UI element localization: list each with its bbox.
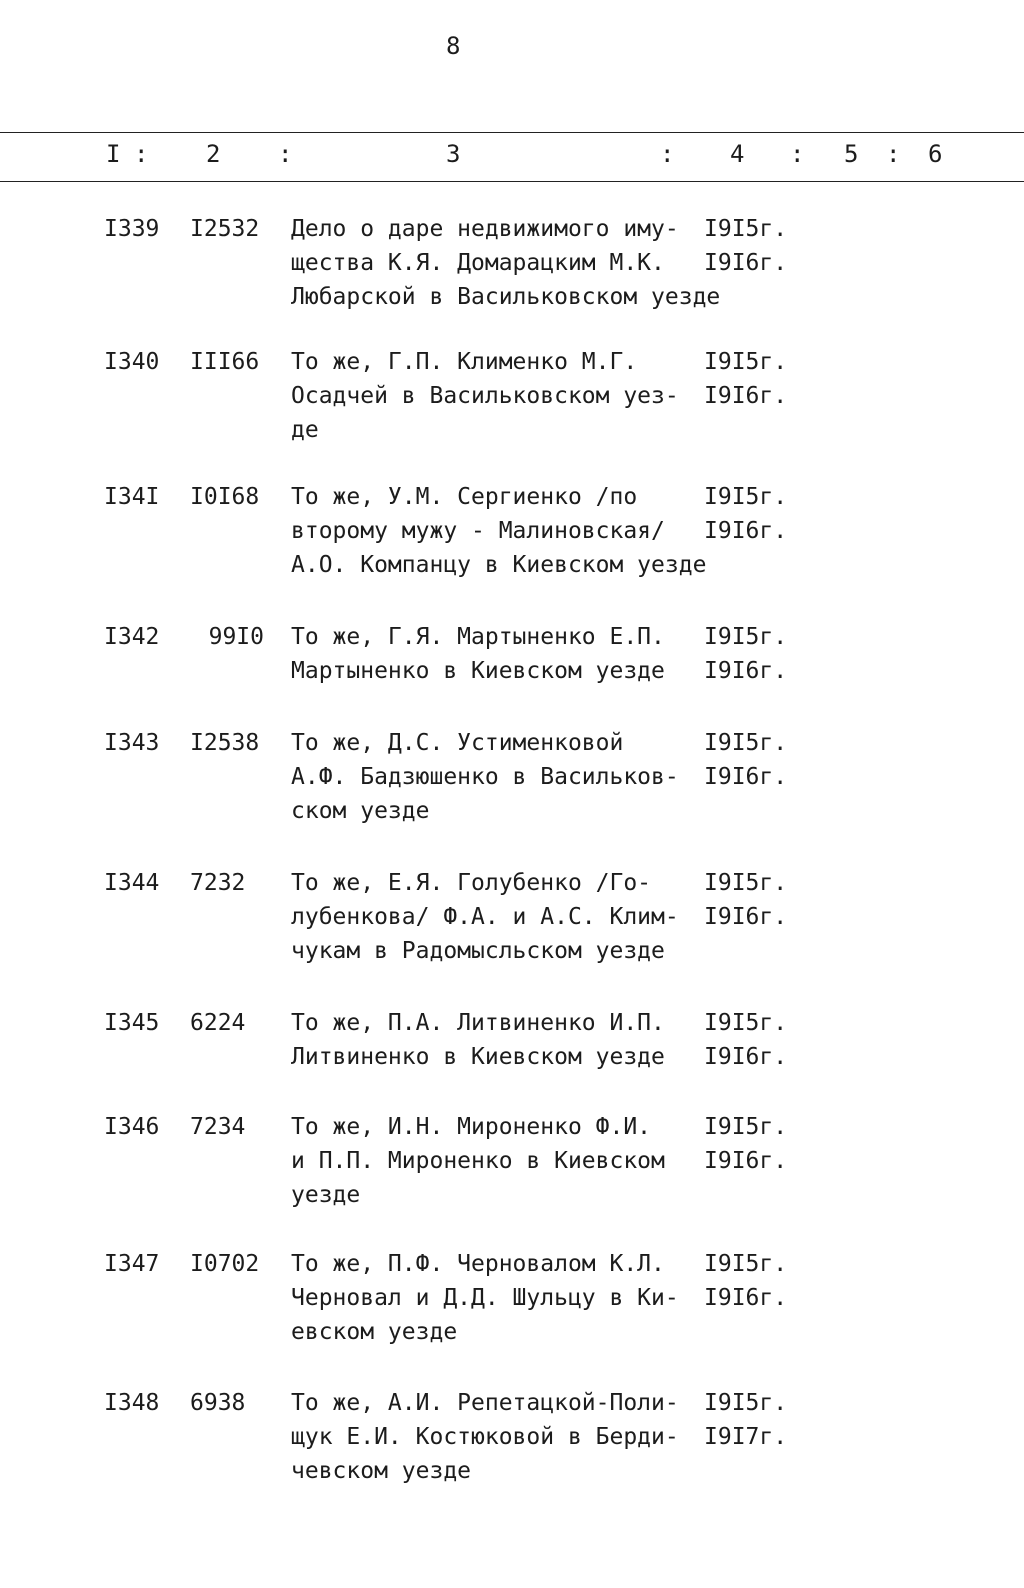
entry-fond: 6938 xyxy=(190,1390,246,1416)
entry-fond: I2538 xyxy=(190,730,260,756)
description-line: ском уезде xyxy=(291,798,430,824)
entry-number: I339 xyxy=(104,216,160,242)
description-line: А.Ф. Бадзюшенко в Васильков- xyxy=(291,764,679,790)
date-end: I9I6г. xyxy=(704,1044,788,1070)
column-header-2: 2 xyxy=(206,140,221,168)
entry-description xyxy=(291,620,711,688)
description-line: То же, П.А. Литвиненко И.П. xyxy=(291,1010,665,1036)
entry-dates xyxy=(704,866,804,934)
entry-description xyxy=(291,212,721,314)
column-separator: : xyxy=(886,140,901,168)
description-line: и П.П. Мироненко в Киевском xyxy=(291,1148,665,1174)
entry-description xyxy=(291,726,711,828)
description-line: лубенкова/ Ф.А. и А.С. Клим- xyxy=(291,904,679,930)
description-line: То же, Д.С. Устименковой xyxy=(291,730,624,756)
description-line: Мартыненко в Киевском уезде xyxy=(291,658,665,684)
description-line: чевском уезде xyxy=(291,1458,472,1484)
description-line: То же, Е.Я. Голубенко /Го- xyxy=(291,870,652,896)
entry-number: I34I xyxy=(104,484,160,510)
entry-description xyxy=(291,345,711,447)
entry-number: I347 xyxy=(104,1251,160,1277)
description-line: Любарской в Васильковском уезде xyxy=(291,284,721,310)
date-start: I9I5г. xyxy=(704,216,788,242)
description-line: уезде xyxy=(291,1182,361,1208)
description-line: де xyxy=(291,417,319,443)
column-header-4: 4 xyxy=(730,140,745,168)
date-end: I9I7г. xyxy=(704,1424,788,1450)
date-end: I9I6г. xyxy=(704,1285,788,1311)
description-line: щества К.Я. Домарацким М.К. xyxy=(291,250,665,276)
page-number: 8 xyxy=(446,32,461,60)
column-separator: : xyxy=(278,140,293,168)
entry-fond: 7234 xyxy=(190,1114,246,1140)
entry-description xyxy=(291,1386,711,1488)
date-start: I9I5г. xyxy=(704,870,788,896)
description-line: То же, У.М. Сергиенко /по xyxy=(291,484,638,510)
date-start: I9I5г. xyxy=(704,484,788,510)
entry-dates xyxy=(704,620,804,688)
date-end: I9I6г. xyxy=(704,518,788,544)
description-line: Черновал и Д.Д. Шульцу в Ки- xyxy=(291,1285,679,1311)
entry-number: I342 xyxy=(104,624,160,650)
entry-description xyxy=(291,480,711,582)
entry-number: I348 xyxy=(104,1390,160,1416)
entry-dates xyxy=(704,1110,804,1178)
description-line: То же, И.Н. Мироненко Ф.И. xyxy=(291,1114,652,1140)
entry-description xyxy=(291,866,711,968)
entry-description xyxy=(291,1006,711,1074)
description-line: Дело о даре недвижимого иму- xyxy=(291,216,679,242)
entry-fond: 7232 xyxy=(190,870,246,896)
date-start: I9I5г. xyxy=(704,624,788,650)
column-header-1: I xyxy=(106,140,121,168)
description-line: А.О. Компанцу в Киевском уезде xyxy=(291,552,707,578)
entry-description xyxy=(291,1110,711,1212)
description-line: щук Е.И. Костюковой в Берди- xyxy=(291,1424,679,1450)
entry-number: I346 xyxy=(104,1114,160,1140)
date-start: I9I5г. xyxy=(704,730,788,756)
date-end: I9I6г. xyxy=(704,250,788,276)
entry-fond: 6224 xyxy=(190,1010,246,1036)
description-line: То же, Г.П. Клименко М.Г. xyxy=(291,349,638,375)
description-line: второму мужу - Малиновская/ xyxy=(291,518,665,544)
entry-number: I345 xyxy=(104,1010,160,1036)
date-start: I9I5г. xyxy=(704,1390,788,1416)
entry-dates xyxy=(704,1247,804,1315)
entry-number: I344 xyxy=(104,870,160,896)
column-header-5: 5 xyxy=(844,140,859,168)
date-start: I9I5г. xyxy=(704,1010,788,1036)
entry-fond: 99I0 xyxy=(208,624,264,650)
entry-number: I340 xyxy=(104,349,160,375)
entry-number: I343 xyxy=(104,730,160,756)
date-end: I9I6г. xyxy=(704,658,788,684)
date-start: I9I5г. xyxy=(704,1251,788,1277)
date-end: I9I6г. xyxy=(704,1148,788,1174)
date-end: I9I6г. xyxy=(704,904,788,930)
entry-description xyxy=(291,1247,711,1349)
description-line: То же, А.И. Репетацкой-Поли- xyxy=(291,1390,679,1416)
description-line: Осадчей в Васильковском уез- xyxy=(291,383,679,409)
description-line: евском уезде xyxy=(291,1319,458,1345)
entry-dates xyxy=(704,1386,804,1454)
date-start: I9I5г. xyxy=(704,349,788,375)
entry-fond: I0I68 xyxy=(190,484,260,510)
entry-fond: III66 xyxy=(190,349,260,375)
entry-dates xyxy=(704,1006,804,1074)
description-line: Литвиненко в Киевском уезде xyxy=(291,1044,665,1070)
description-line: чукам в Радомысльском уезде xyxy=(291,938,665,964)
entry-dates xyxy=(704,480,804,548)
entry-dates xyxy=(704,212,804,280)
column-header-3: 3 xyxy=(446,140,461,168)
column-separator: : xyxy=(134,140,149,168)
entry-dates xyxy=(704,726,804,794)
date-start: I9I5г. xyxy=(704,1114,788,1140)
date-end: I9I6г. xyxy=(704,764,788,790)
entry-dates xyxy=(704,345,804,413)
column-separator: : xyxy=(660,140,675,168)
column-header-6: 6 xyxy=(928,140,943,168)
entry-fond: I0702 xyxy=(190,1251,260,1277)
description-line: То же, П.Ф. Черновалом К.Л. xyxy=(291,1251,665,1277)
description-line: То же, Г.Я. Мартыненко Е.П. xyxy=(291,624,665,650)
column-separator: : xyxy=(790,140,805,168)
date-end: I9I6г. xyxy=(704,383,788,409)
entry-fond: I2532 xyxy=(190,216,260,242)
